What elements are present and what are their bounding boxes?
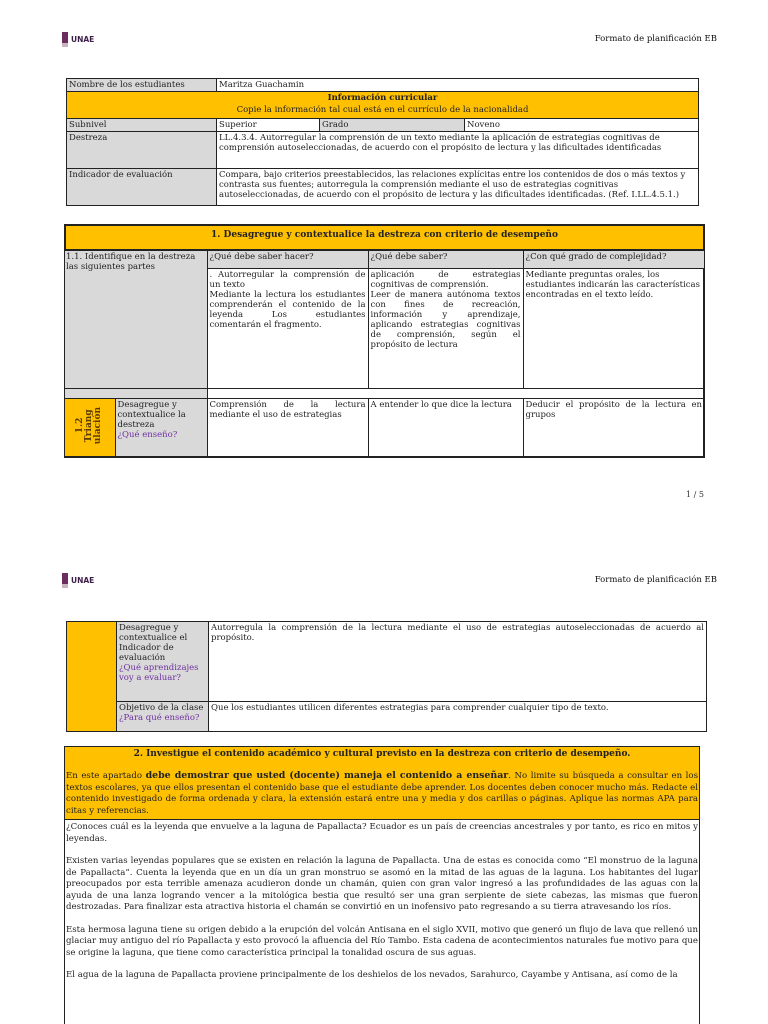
logo-text: UNAE — [71, 35, 95, 44]
p2-objetivo-value: Que los estudiantes utilicen diferentes estrategias para comprender cualquier tipo de texto. — [209, 702, 707, 732]
p2-indicador-label: Desagregue y contextualice el Indicador de evaluación — [119, 623, 188, 663]
triangulacion-label: 1.2 Triang ulación — [75, 407, 104, 445]
unae-logo-icon — [62, 573, 68, 588]
section1-title: 1. Desagregue y contextualice la destreza con criterio de desempeño — [66, 226, 703, 250]
desagregue-label: Desagregue y contextualice la destreza — [117, 400, 186, 430]
t-hacer: Comprensión de la lectura mediante el uso de estrategias — [207, 399, 368, 457]
curricular-title: Información curricular — [327, 93, 438, 103]
indicador-label-cell — [117, 622, 209, 702]
curricular-header — [67, 92, 699, 119]
content-paragraph: ¿Conoces cuál es la leyenda que envuelve a la laguna de Papallacta? Ecuador es un país de creencias ancestrales y por tanto, es rico en mitos y leyendas. — [66, 822, 698, 844]
a-grado: Mediante preguntas orales, los estudiantes indicarán las características encontradas en el texto leído. — [523, 269, 704, 389]
q-saber: ¿Qué debe saber? — [368, 251, 523, 269]
content-paragraph: El agua de la laguna de Papallacta proviene principalmente de los deshielos de los nevados, Sarahurco, Cayambe y Antisana, así como de la — [66, 970, 678, 980]
q-grado: ¿Con qué grado de complejidad? — [523, 251, 704, 269]
indicator-objective-table — [66, 621, 707, 732]
section2-content — [65, 820, 699, 982]
t-grado: Deducir el propósito de la lectura en grupos — [523, 399, 704, 457]
section2-title: 2. Investigue el contenido académico y cultural previsto en la destreza con criterio de desempeño. — [133, 749, 631, 759]
unae-logo — [62, 32, 94, 47]
t-saber: A entender lo que dice la lectura — [368, 399, 523, 457]
destreza-value: LL.4.3.4. Autorregular la comprensión de un texto mediante la aplicación de estrategias cognitivas de comprensión autoseleccionadas, de acuerdo con el propósito de lectura y las dificultades identificadas — [217, 132, 699, 169]
indicador-value: Compara, bajo criterios preestablecidos, las relaciones explícitas entre los contenidos de dos o más textos y contrasta sus fuentes; autorregula la comprensión mediante el uso de estrategias cognitivas autoseleccionadas, de acuerdo con el propósito de lectura y las dificultades identificadas. (Ref. I.LL.4.5.1.) — [217, 169, 699, 206]
destreza-label: Destreza — [67, 132, 217, 169]
student-name: Maritza Guachamin — [217, 79, 699, 92]
indicador-label: Indicador de evaluación — [67, 169, 217, 206]
identify-label: 1.1. Identifique en la destreza las siguientes partes — [65, 251, 207, 389]
curricular-info-table — [66, 78, 699, 206]
section1-table — [65, 250, 704, 457]
unae-logo-icon — [62, 32, 68, 47]
objetivo-label-cell — [117, 702, 209, 732]
subnivel-label: Subnivel — [67, 119, 217, 132]
page-number: 1 / 5 — [686, 490, 704, 499]
gold-side-cell — [67, 622, 117, 732]
p2-objetivo-label: Objetivo de la clase — [119, 703, 204, 713]
section2-box — [64, 746, 700, 1024]
que-enseno-label: ¿Qué enseño? — [117, 430, 178, 440]
p2-indicador-question: ¿Qué aprendizajes voy a evaluar? — [119, 663, 199, 683]
desagregue-label-cell — [115, 399, 207, 457]
subnivel-value: Superior — [217, 119, 320, 132]
doc-title: Formato de planificación EB — [594, 575, 717, 585]
triangulacion-cell — [65, 399, 115, 457]
student-label: Nombre de los estudiantes — [67, 79, 217, 92]
content-paragraph: Existen varias leyendas populares que se existen en relación la laguna de Papallacta. Una de estas es conocida como “El monstruo de la laguna de Papallacta”. Cuenta la leyenda que en un día un gran monstruo se asomó en la mitad de las aguas de la laguna. Los habitantes del lugar preocupados por esta terrible amenaza acudieron donde un chamán, quien con gran valor ingresó a las profundidades de las aguas con la ayuda de una lanza logrando vencer a la mitológica bestia que resultó ser una gran serpiente de siete cabezas, las mismas que fueron destrozadas. Para finalizar esta atractiva historia el chamán se convirtió en un inofensivo pato regresando a su tierra atravesando los ríos. — [66, 856, 698, 912]
section1-box — [64, 224, 705, 458]
grado-value: Noveno — [465, 119, 699, 132]
q-hacer: ¿Qué debe saber hacer? — [207, 251, 368, 269]
grado-label: Grado — [320, 119, 465, 132]
curricular-note: Copie la información tal cual está en el currículo de la nacionalidad — [236, 105, 529, 115]
p2-objetivo-question: ¿Para qué enseño? — [119, 713, 200, 723]
content-paragraph: Esta hermosa laguna tiene su origen debido a la erupción del volcán Antisana en el siglo XVII, motivo que generó un flujo de lava que rellenó un glaciar muy antiguo del río Papallacta y esto provocó la afluencia del Río Tambo. Esta cadena de acontecimientos naturales fue motivo para que se origine la laguna, que tiene como característica principal la tonalidad oscura de sus aguas. — [66, 924, 698, 958]
spacer-gray — [65, 389, 207, 399]
a-hacer: . Autorregular la comprensión de un texto Mediante la lectura los estudiantes comprenderán el contenido de la leyenda Los estudiantes comentarán el fragmento. — [207, 269, 368, 389]
a-saber: aplicación de estrategias cognitivas de comprensión. Leer de manera autónoma textos con fines de recreación, información y aprendizaje, aplicando estrategias cognitivas de comprensión, según el propósito de lectura — [368, 269, 523, 389]
p2-indicador-value: Autorregula la comprensión de la lectura mediante el uso de estrategias autoseleccionadas de acuerdo al propósito. — [209, 622, 707, 702]
page-2 — [0, 566, 768, 1024]
section2-instructions: En este apartado debe demostrar que usted (docente) maneja el contenido a enseñar. No limite su búsqueda a consultar en los textos escolares, ya que ellos presentan el contenido base que el estudiante debe aprender. Los docentes deben conocer mucho más. Redacte el contenido investigado de forma ordenada y clara, la extensión estará entre una y media y dos carillas o páginas. Aplique las normas APA para citas y referencias. — [66, 770, 699, 816]
unae-logo — [62, 573, 94, 588]
spacer-white — [207, 389, 704, 399]
section2-header — [65, 747, 699, 820]
doc-title: Formato de planificación EB — [594, 34, 717, 44]
logo-text: UNAE — [71, 576, 95, 585]
